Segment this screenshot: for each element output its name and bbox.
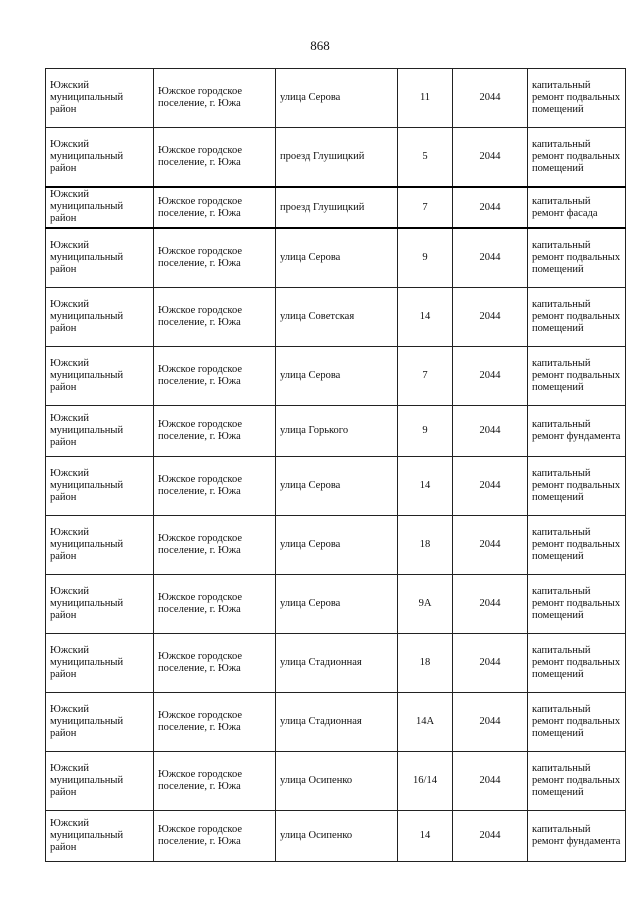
table-row <box>46 347 626 406</box>
street-cell: проезд Глушицкий <box>276 128 398 188</box>
year-cell: 2044 <box>453 634 528 693</box>
district-cell: Южский муниципальный район <box>46 406 154 457</box>
year-cell: 2044 <box>453 575 528 634</box>
work-type-cell: капитальный ремонт подвальных помещений <box>528 575 626 634</box>
house-number-cell: 18 <box>398 516 453 575</box>
street-cell: улица Серова <box>276 457 398 516</box>
work-type-cell: капитальный ремонт подвальных помещений <box>528 634 626 693</box>
settlement-cell: Южское городское поселение, г. Южа <box>154 693 276 752</box>
work-type-cell: капитальный ремонт подвальных помещений <box>528 128 626 188</box>
table-row <box>46 516 626 575</box>
street-cell: улица Горького <box>276 406 398 457</box>
year-cell: 2044 <box>453 128 528 188</box>
street-cell: улица Стадионная <box>276 693 398 752</box>
district-cell: Южский муниципальный район <box>46 634 154 693</box>
work-type-cell: капитальный ремонт фундамента <box>528 811 626 862</box>
street-cell: улица Осипенко <box>276 752 398 811</box>
work-type-cell: капитальный ремонт подвальных помещений <box>528 288 626 347</box>
work-type-cell: капитальный ремонт фундамента <box>528 406 626 457</box>
settlement-cell: Южское городское поселение, г. Южа <box>154 406 276 457</box>
street-cell: проезд Глушицкий <box>276 187 398 228</box>
settlement-cell: Южское городское поселение, г. Южа <box>154 347 276 406</box>
settlement-cell: Южское городское поселение, г. Южа <box>154 69 276 128</box>
table-row <box>46 752 626 811</box>
house-number-cell: 9А <box>398 575 453 634</box>
settlement-cell: Южское городское поселение, г. Южа <box>154 634 276 693</box>
settlement-cell: Южское городское поселение, г. Южа <box>154 457 276 516</box>
street-cell: улица Серова <box>276 347 398 406</box>
table-row <box>46 406 626 457</box>
settlement-cell: Южское городское поселение, г. Южа <box>154 752 276 811</box>
page-number: 868 <box>310 38 330 53</box>
house-number-cell: 7 <box>398 347 453 406</box>
work-type-cell: капитальный ремонт подвальных помещений <box>528 516 626 575</box>
settlement-cell: Южское городское поселение, г. Южа <box>154 187 276 228</box>
table-row <box>46 187 626 228</box>
table-row <box>46 69 626 128</box>
settlement-cell: Южское городское поселение, г. Южа <box>154 128 276 188</box>
settlement-cell: Южское городское поселение, г. Южа <box>154 575 276 634</box>
work-type-cell: капитальный ремонт подвальных помещений <box>528 693 626 752</box>
house-number-cell: 16/14 <box>398 752 453 811</box>
district-cell: Южский муниципальный район <box>46 752 154 811</box>
work-type-cell: капитальный ремонт подвальных помещений <box>528 228 626 288</box>
table-row <box>46 693 626 752</box>
table-row <box>46 228 626 288</box>
year-cell: 2044 <box>453 752 528 811</box>
district-cell: Южский муниципальный район <box>46 575 154 634</box>
house-number-cell: 7 <box>398 187 453 228</box>
year-cell: 2044 <box>453 347 528 406</box>
district-cell: Южский муниципальный район <box>46 128 154 188</box>
district-cell: Южский муниципальный район <box>46 69 154 128</box>
street-cell: улица Серова <box>276 228 398 288</box>
work-type-cell: капитальный ремонт подвальных помещений <box>528 69 626 128</box>
house-number-cell: 18 <box>398 634 453 693</box>
house-number-cell: 9 <box>398 228 453 288</box>
repair-schedule-table <box>45 68 626 862</box>
district-cell: Южский муниципальный район <box>46 347 154 406</box>
house-number-cell: 9 <box>398 406 453 457</box>
house-number-cell: 14 <box>398 811 453 862</box>
table-body <box>46 69 626 862</box>
year-cell: 2044 <box>453 228 528 288</box>
year-cell: 2044 <box>453 811 528 862</box>
district-cell: Южский муниципальный район <box>46 288 154 347</box>
year-cell: 2044 <box>453 69 528 128</box>
work-type-cell: капитальный ремонт фасада <box>528 187 626 228</box>
house-number-cell: 14 <box>398 457 453 516</box>
year-cell: 2044 <box>453 693 528 752</box>
work-type-cell: капитальный ремонт подвальных помещений <box>528 457 626 516</box>
district-cell: Южский муниципальный район <box>46 457 154 516</box>
street-cell: улица Советская <box>276 288 398 347</box>
table-row <box>46 811 626 862</box>
street-cell: улица Серова <box>276 575 398 634</box>
district-cell: Южский муниципальный район <box>46 228 154 288</box>
year-cell: 2044 <box>453 187 528 228</box>
street-cell: улица Серова <box>276 516 398 575</box>
house-number-cell: 14 <box>398 288 453 347</box>
table-row <box>46 575 626 634</box>
street-cell: улица Серова <box>276 69 398 128</box>
settlement-cell: Южское городское поселение, г. Южа <box>154 516 276 575</box>
street-cell: улица Стадионная <box>276 634 398 693</box>
table-row <box>46 288 626 347</box>
table-row <box>46 634 626 693</box>
year-cell: 2044 <box>453 288 528 347</box>
work-type-cell: капитальный ремонт подвальных помещений <box>528 752 626 811</box>
district-cell: Южский муниципальный район <box>46 811 154 862</box>
table-row <box>46 457 626 516</box>
year-cell: 2044 <box>453 516 528 575</box>
house-number-cell: 11 <box>398 69 453 128</box>
house-number-cell: 14А <box>398 693 453 752</box>
year-cell: 2044 <box>453 457 528 516</box>
district-cell: Южский муниципальный район <box>46 187 154 228</box>
settlement-cell: Южское городское поселение, г. Южа <box>154 811 276 862</box>
house-number-cell: 5 <box>398 128 453 188</box>
work-type-cell: капитальный ремонт подвальных помещений <box>528 347 626 406</box>
year-cell: 2044 <box>453 406 528 457</box>
settlement-cell: Южское городское поселение, г. Южа <box>154 228 276 288</box>
table-row <box>46 128 626 188</box>
district-cell: Южский муниципальный район <box>46 693 154 752</box>
district-cell: Южский муниципальный район <box>46 516 154 575</box>
street-cell: улица Осипенко <box>276 811 398 862</box>
settlement-cell: Южское городское поселение, г. Южа <box>154 288 276 347</box>
